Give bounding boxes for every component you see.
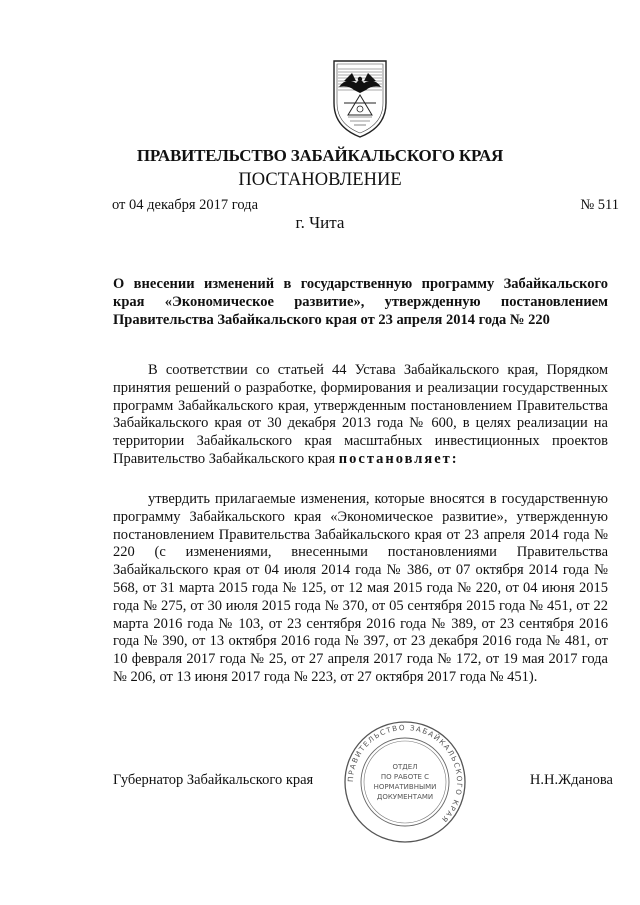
stamp-line-2: ПО РАБОТЕ С xyxy=(380,773,430,781)
stamp-line-3: НОРМАТИВНЫМИ xyxy=(373,783,437,791)
document-date: от 04 декабря 2017 года xyxy=(112,197,258,213)
preamble-paragraph xyxy=(113,362,608,469)
coat-of-arms-icon xyxy=(330,57,390,139)
stamp-line-4: ДОКУМЕНТАМИ xyxy=(376,793,434,801)
document-subject: О внесении изменений в государственную программу Забайкальского края «Экономическое развитие», утвержденную постановлением Правительства Забайкальского края от 23 апреля 2014 года № 220 xyxy=(113,276,608,328)
official-stamp-icon xyxy=(342,719,468,845)
document-number: № 511 xyxy=(580,197,619,213)
decree-word: постановляет: xyxy=(338,450,459,467)
document-city: г. Чита xyxy=(295,213,345,232)
signer-name: Н.Н.Жданова xyxy=(529,772,613,788)
signer-title: Губернатор Забайкальского края xyxy=(113,772,314,788)
resolution-paragraph: утвердить прилагаемые изменения, которые вносятся в государственную программу Забайкальского края «Экономическое развитие», утвержденную постановлением Правительства Забайкальского края от 23 апреля 2014 года № 220 (с изменениями, внесенными постановлениями Правительства Забайкальского края от 04 июля 2014 года № 386, от 07 октября 2014 года № 568, от 31 марта 2015 года № 125, от 12 мая 2015 года № 220, от 04 июня 2015 года № 275, от 30 июля 2015 года № 370, от 05 сентября 2015 года № 451, от 22 марта 2016 года № 103, от 23 сентября 2016 года № 389, от 23 сентября 2016 года № 390, от 13 октября 2016 года № 397, от 23 декабря 2016 года № 481, от 10 февраля 2017 года № 25, от 27 апреля 2017 года № 172, от 19 мая 2017 года № 206, от 13 июня 2017 года № 223, от 27 октября 2017 года № 451). xyxy=(113,491,608,685)
document-type: ПОСТАНОВЛЕНИЕ xyxy=(238,170,402,190)
stamp-line-1: ОТДЕЛ xyxy=(392,763,418,771)
preamble-text: В соответствии со статьей 44 Устава Забайкальского края, Порядком принятия решений о разработке, формирования и реализации государственных программ Забайкальского края, утвержденным постановлением Правительства Забайкальского края от 30 декабря 2013 года № 600, в целях реализации на территории Забайкальского края масштабных инвестиционных проектов Правительство Забайкальского края xyxy=(113,362,608,467)
government-title: ПРАВИТЕЛЬСТВО ЗАБАЙКАЛЬСКОГО КРАЯ xyxy=(136,146,504,165)
stamp-ring-text: ПРАВИТЕЛЬСТВО ЗАБАЙКАЛЬСКОГО КРАЯ xyxy=(345,722,465,825)
